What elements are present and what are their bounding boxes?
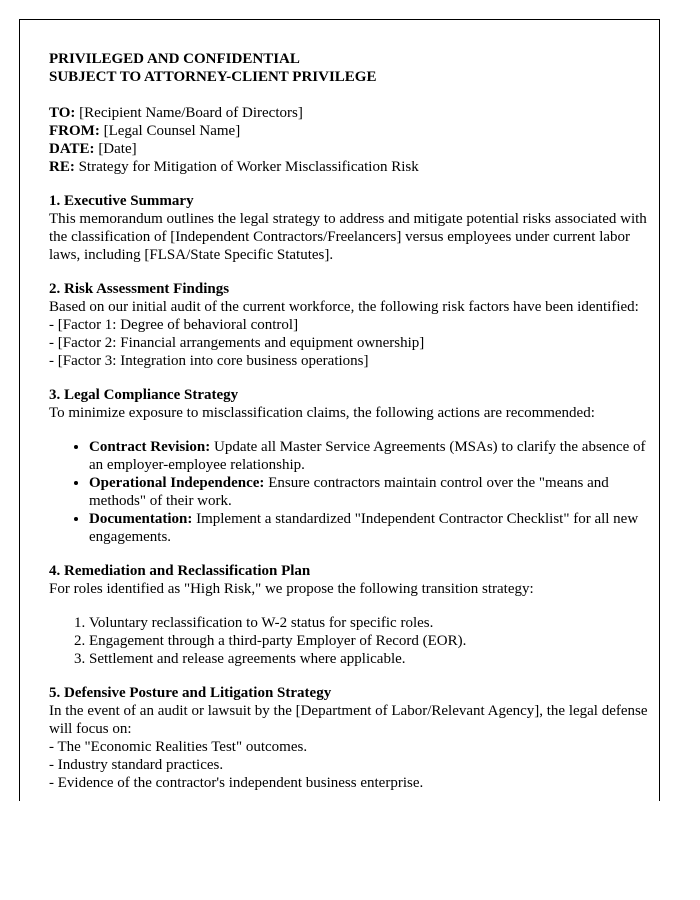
caption-line-privilege: SUBJECT TO ATTORNEY-CLIENT PRIVILEGE — [49, 69, 377, 85]
re-line — [49, 158, 649, 176]
section-risk-assessment — [49, 280, 649, 370]
re-value: Strategy for Mitigation of Worker Misclassification Risk — [74, 159, 419, 175]
list-item — [89, 510, 649, 546]
to-label: TO: — [49, 105, 76, 121]
caption-line-confidential: PRIVILEGED AND CONFIDENTIAL — [49, 51, 300, 67]
section-compliance-strategy — [49, 386, 649, 546]
date-line — [49, 140, 649, 158]
section-title: 4. Remediation and Reclassification Plan — [49, 563, 311, 579]
bullet-label: Documentation: — [89, 511, 193, 527]
list-item — [89, 438, 649, 474]
transition-step-list — [49, 614, 649, 668]
from-label: FROM: — [49, 123, 100, 139]
section-remediation-plan — [49, 562, 649, 668]
section-title: 1. Executive Summary — [49, 193, 194, 209]
section-title: 5. Defensive Posture and Litigation Strategy — [49, 685, 332, 701]
section-title: 2. Risk Assessment Findings — [49, 281, 230, 297]
risk-factor-item: - [Factor 2: Financial arrangements and equipment ownership] — [49, 335, 425, 351]
list-item — [89, 474, 649, 510]
section-executive-summary — [49, 192, 649, 264]
date-label: DATE: — [49, 141, 95, 157]
defense-focus-item: - Industry standard practices. — [49, 757, 224, 773]
risk-factor-item: - [Factor 1: Degree of behavioral control] — [49, 317, 299, 333]
memo-header — [49, 104, 649, 176]
compliance-action-list — [49, 438, 649, 546]
risk-factor-item: - [Factor 3: Integration into core business operations] — [49, 353, 369, 369]
bullet-text: Implement a standardized "Independent Contractor Checklist" for all new engagements. — [89, 511, 639, 545]
section-body: This memorandum outlines the legal strategy to address and mitigate potential risks associated with the classification of [Independent Contractors/Freelancers] versus employees under current labor laws, including [FLSA/State Specific Statutes]. — [49, 211, 647, 263]
defense-focus-item: - The "Economic Realities Test" outcomes. — [49, 739, 308, 755]
privilege-caption — [49, 50, 649, 86]
bullet-label: Operational Independence: — [89, 475, 265, 491]
bullet-text: Update all Master Service Agreements (MSAs) to clarify the absence of an employer-employee relationship. — [89, 439, 646, 473]
section-defensive-posture — [49, 684, 649, 792]
to-value: [Recipient Name/Board of Directors] — [75, 105, 303, 121]
re-label: RE: — [49, 159, 75, 175]
section-body: For roles identified as "High Risk," we propose the following transition strategy: — [49, 581, 534, 597]
from-line — [49, 122, 649, 140]
section-body: In the event of an audit or lawsuit by the [Department of Labor/Relevant Agency], the legal defense will focus on: — [49, 703, 648, 737]
section-body: Based on our initial audit of the current workforce, the following risk factors have been identified: — [49, 299, 639, 315]
list-item: 2. Engagement through a third-party Employer of Record (EOR). — [89, 632, 649, 650]
list-item: 1. Voluntary reclassification to W-2 status for specific roles. — [89, 614, 649, 632]
memo-body — [49, 50, 649, 792]
section-title: 3. Legal Compliance Strategy — [49, 387, 239, 403]
section-body: To minimize exposure to misclassification claims, the following actions are recommended: — [49, 405, 595, 421]
memo-page — [19, 19, 660, 801]
to-line — [49, 104, 649, 122]
bullet-text: Ensure contractors maintain control over the "means and methods" of their work. — [89, 475, 609, 509]
defense-focus-item: - Evidence of the contractor's independent business enterprise. — [49, 775, 424, 791]
bullet-label: Contract Revision: — [89, 439, 211, 455]
list-item: 3. Settlement and release agreements where applicable. — [89, 650, 649, 668]
date-value: [Date] — [94, 141, 137, 157]
from-value: [Legal Counsel Name] — [99, 123, 241, 139]
